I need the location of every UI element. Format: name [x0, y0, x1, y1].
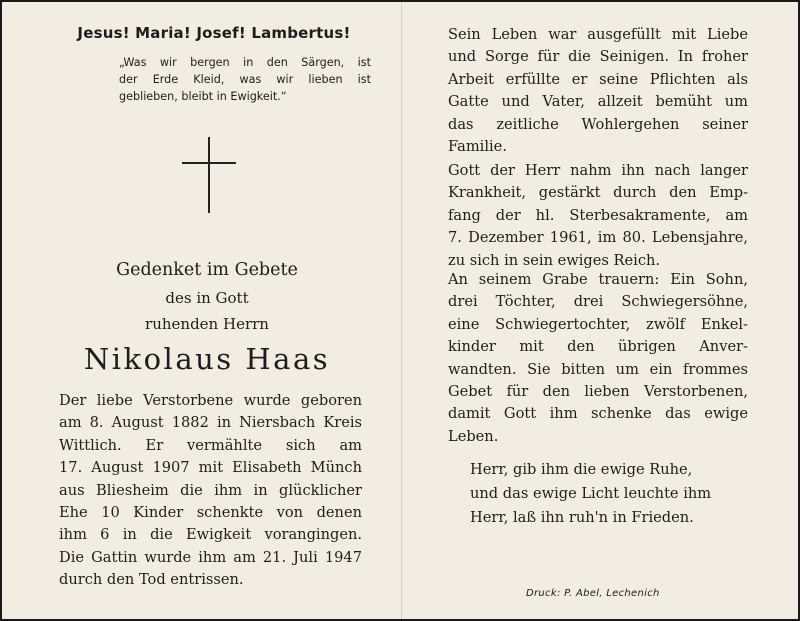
bio-line: aus Bliesheim die ihm in glücklicher	[59, 481, 362, 499]
paragraph-line: und Sorge für die Seinigen. In froher	[448, 48, 748, 66]
mourners-paragraph	[448, 269, 748, 448]
prayer-line: Herr, laß ihn ruh'n in Frieden.	[470, 509, 694, 526]
paragraph-line: drei Töchter, drei Schwiegersöhne,	[448, 293, 748, 311]
quote-line: der Erde Kleid, was wir lieben ist	[119, 73, 371, 86]
bio-line: 17. August 1907 mit Elisabeth Münch	[59, 459, 362, 477]
quote-line: geblieben, bleibt in Ewigkeit.“	[119, 90, 287, 103]
bio-line: Wittlich. Er vermählte sich am	[59, 436, 362, 454]
bio-line: durch den Tod entrissen.	[59, 571, 244, 589]
paragraph-line: das zeitliche Wohlergehen seiner	[448, 115, 748, 133]
center-fold	[401, 2, 402, 619]
paragraph-line: Gott der Herr nahm ihn nach langer	[448, 162, 748, 179]
memorial-card	[2, 2, 798, 619]
heading-line-3: ruhenden Herrn	[145, 315, 269, 333]
heading-line-2: des in Gott	[165, 289, 249, 307]
paragraph-line: 7. Dezember 1961, im 80. Lebensjahre,	[448, 229, 748, 247]
paragraph-line: Sein Leben war ausgefüllt mit Liebe	[448, 26, 748, 43]
paragraph-line: Krankheit, gestärkt durch den Emp-	[448, 184, 748, 202]
biography	[59, 390, 362, 592]
paragraph-line: An seinem Grabe trauern: Ein Sohn,	[448, 271, 748, 288]
deceased-name: Nikolaus Haas	[83, 342, 331, 376]
bio-line: Ehe 10 Kinder schenkte von denen	[59, 504, 362, 522]
printer-credit: Druck: P. Abel, Lechenich	[526, 588, 660, 599]
paragraph-line: Gatte und Vater, allzeit bemüht um	[448, 93, 748, 111]
bio-line: Die Gattin wurde ihm am 21. Juli 1947	[59, 548, 362, 566]
bio-line: am 8. August 1882 in Niersbach Kreis	[59, 414, 362, 432]
quote-line: „Was wir bergen in den Särgen, ist	[119, 56, 371, 69]
bio-line: ihm 6 in die Ewigkeit vorangingen.	[59, 526, 362, 544]
prayer	[470, 458, 711, 530]
quote	[119, 54, 371, 105]
death-paragraph	[448, 160, 748, 272]
prayer-line: Herr, gib ihm die ewige Ruhe,	[470, 461, 693, 478]
paragraph-line: damit Gott ihm schenke das ewige	[448, 405, 748, 423]
motto: Jesus! Maria! Josef! Lambertus!	[77, 24, 351, 42]
cross-icon	[182, 137, 236, 213]
heading-line-1: Gedenket im Gebete	[116, 260, 298, 280]
paragraph-line: wandten. Sie bitten um ein frommes	[448, 360, 748, 378]
paragraph-line: kinder mit den übrigen Anver-	[448, 338, 748, 356]
life-paragraph	[448, 24, 748, 158]
paragraph-line: Arbeit erfüllte er seine Pflichten als	[448, 70, 748, 88]
paragraph-line: fang der hl. Sterbesakramente, am	[448, 206, 748, 224]
prayer-line: und das ewige Licht leuchte ihm	[470, 485, 712, 502]
paragraph-line: Gebet für den lieben Verstorbenen,	[448, 383, 748, 401]
paragraph-line: eine Schwiegertochter, zwölf Enkel-	[448, 315, 748, 333]
bio-line: Der liebe Verstorbene wurde geboren	[59, 392, 362, 409]
paragraph-line: Leben.	[448, 427, 499, 445]
paragraph-line: zu sich in sein ewiges Reich.	[448, 251, 661, 269]
paragraph-line: Familie.	[448, 138, 507, 156]
